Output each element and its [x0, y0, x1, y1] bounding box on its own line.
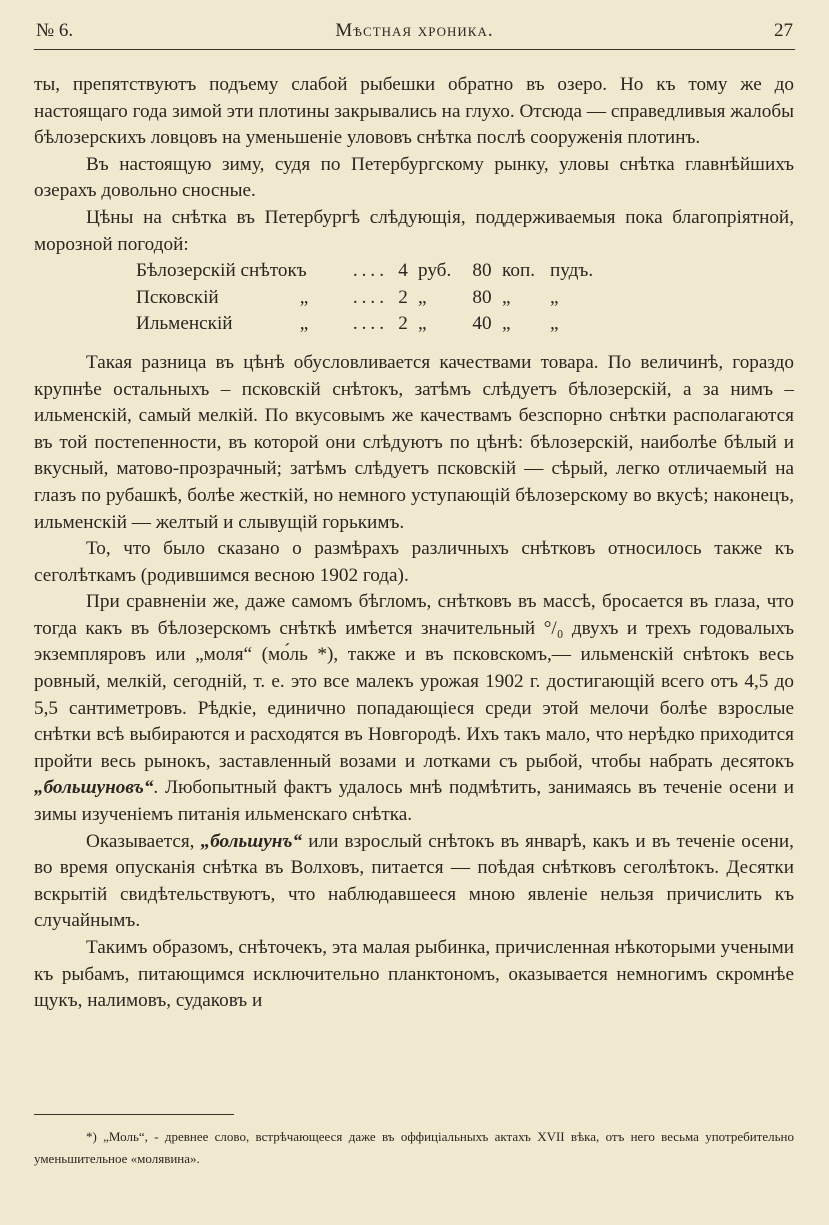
rub-unit: „ [418, 286, 427, 308]
price-rub: 2 [398, 313, 408, 335]
kop-unit: „ [502, 286, 511, 308]
price-rub: 2 [398, 286, 408, 308]
paragraph-text: Оказывается, [86, 830, 201, 852]
per-unit: „ [550, 286, 559, 308]
paragraph: ты, препятствуютъ подъему слабой рыбешки обратно въ озеро. Но къ тому же до настоящаго года зимой эти плотины закрывались на глухо. Отсюда — справедливыя жалобы бѣлозерскихъ ловцовъ на уменьшеніе улововъ снѣтка послѣ сооруженія плотинъ. [34, 74, 794, 149]
ditto-mark: „ [299, 286, 309, 308]
paragraph: Такая разница въ цѣнѣ обусловливается качествами товара. По величинѣ, гораздо крупнѣе остальныхъ – псковскій снѣтокъ, затѣмъ слѣдуетъ бѣлозерскій, а за нимъ –ильменскій, самый мелкій. По вкусовымъ же качествамъ безспорно снѣтки располагаются въ той постепенности, въ которой они слѣдуютъ по цѣнѣ: бѣлозерскій, наиболѣе бѣлый и вкусный, матово-прозрачный; затѣмъ слѣдуетъ псковскій — сѣрый, легко отличаемый на глазъ по рубашкѣ, болѣе жесткій, но немного уступающій бѣлозерскому во вкусѣ; наконецъ, ильменскій — желтый и слывущій горькимъ. [34, 351, 794, 533]
running-header [36, 20, 793, 46]
fish-name: Псковскій [136, 286, 219, 308]
paragraph: Цѣны на снѣтка въ Петербургѣ слѣдующія, поддерживаемыя пока благопріятной, морозной погодой: [34, 206, 794, 255]
kop-unit: „ [502, 313, 511, 335]
price-kop: 40 [472, 313, 492, 335]
leader-dots: .... [352, 286, 388, 308]
kop-unit: коп. [502, 260, 536, 282]
price-kop: 80 [472, 260, 492, 282]
price-row [136, 311, 610, 338]
price-list [136, 258, 610, 338]
paragraph-text: или взрослый снѣтокъ въ январѣ, какъ и въ теченіе осени, во время опусканія снѣтка въ Волховъ, питается — поѣдая снѣтковъ сеголѣтокъ. Десятки вскрытій свидѣтельствуютъ, что наблюдавшееся мною явленіе нельзя причислить къ случайнымъ. [34, 830, 794, 932]
footnote-rule [34, 1114, 234, 1115]
leader-dots: .... [352, 260, 388, 282]
footnote: *) „Моль“, - древнее слово, встрѣчающееся даже въ оффиціальныхъ актахъ XVII вѣка, отъ него весьма употребительно уменьшительное «молявина». [34, 1129, 794, 1166]
leader-dots: .... [352, 313, 388, 335]
price-row [136, 258, 610, 285]
paragraph: То, что было сказано о размѣрахъ различныхъ снѣтковъ относилось также къ сеголѣткамъ (родившимся весною 1902 года). [34, 538, 794, 586]
paragraph: Въ настоящую зиму, судя по Петербургскому рынку, уловы снѣтка главнѣйшихъ озерахъ довольно сносные. [34, 153, 794, 202]
fish-name: Ильменскій [136, 313, 233, 335]
price-kop: 80 [472, 286, 492, 308]
paragraph-text: При сравненіи же, даже самомъ бѣгломъ, снѣтковъ въ массѣ, бросается въ глаза, что тогда какъ въ бѣлозерскомъ снѣткѣ имѣется значительный °/₀ двухъ и трехъ годовалыхъ экземпляровъ или „моля“ (мо́ль *), также и въ псковскомъ,— ильменскій снѣтокъ весь ровный, мелкій, сегодній, т. е. это все малекъ урожая 1902 г. достигающій всего отъ 4,5 до 5,5 сантиметровъ. Рѣдкіе, единично попадающіеся среди этой мелочи болѣе взрослые снѣтки всѣ выбираются и расходятся въ Новгородѣ. Ихъ такъ мало, что нерѣдко приходится пройти весь рынокъ, заставленный возами и лотками съ рыбой, чтобы набрать десятокъ [34, 591, 794, 772]
issue-number: № 6. [36, 20, 74, 41]
fish-name: Бѣлозерскій снѣтокъ [136, 260, 307, 282]
ditto-mark: „ [299, 313, 309, 335]
header-rule [34, 49, 795, 50]
paragraph: Такимъ образомъ, снѣточекъ, эта малая рыбинка, причисленная нѣкоторыми учеными къ рыбамъ, питающимся исключительно планктономъ, оказывается немногимъ скромнѣе щукъ, налимовъ, судаковъ и [34, 937, 794, 1012]
section-title: Мѣстная хроника. [335, 20, 494, 41]
emphasis-term: „большунъ“ [200, 830, 303, 852]
per-unit: „ [550, 313, 559, 335]
paragraph-text: . Любопытный фактъ удалось мнѣ подмѣтить, занимаясь въ теченіе осени и зимы изученіемъ питанія ильменскаго снѣтка. [34, 777, 794, 826]
rub-unit: „ [418, 313, 427, 335]
page-number: 27 [774, 20, 793, 41]
price-row [136, 285, 610, 312]
body-text [34, 72, 794, 1015]
rub-unit: руб. [418, 260, 452, 282]
paragraph [34, 829, 794, 935]
paragraph [34, 589, 794, 828]
price-rub: 4 [398, 260, 408, 282]
emphasis-term: „большуновъ“ [34, 777, 154, 799]
per-unit: пудъ. [550, 260, 594, 282]
